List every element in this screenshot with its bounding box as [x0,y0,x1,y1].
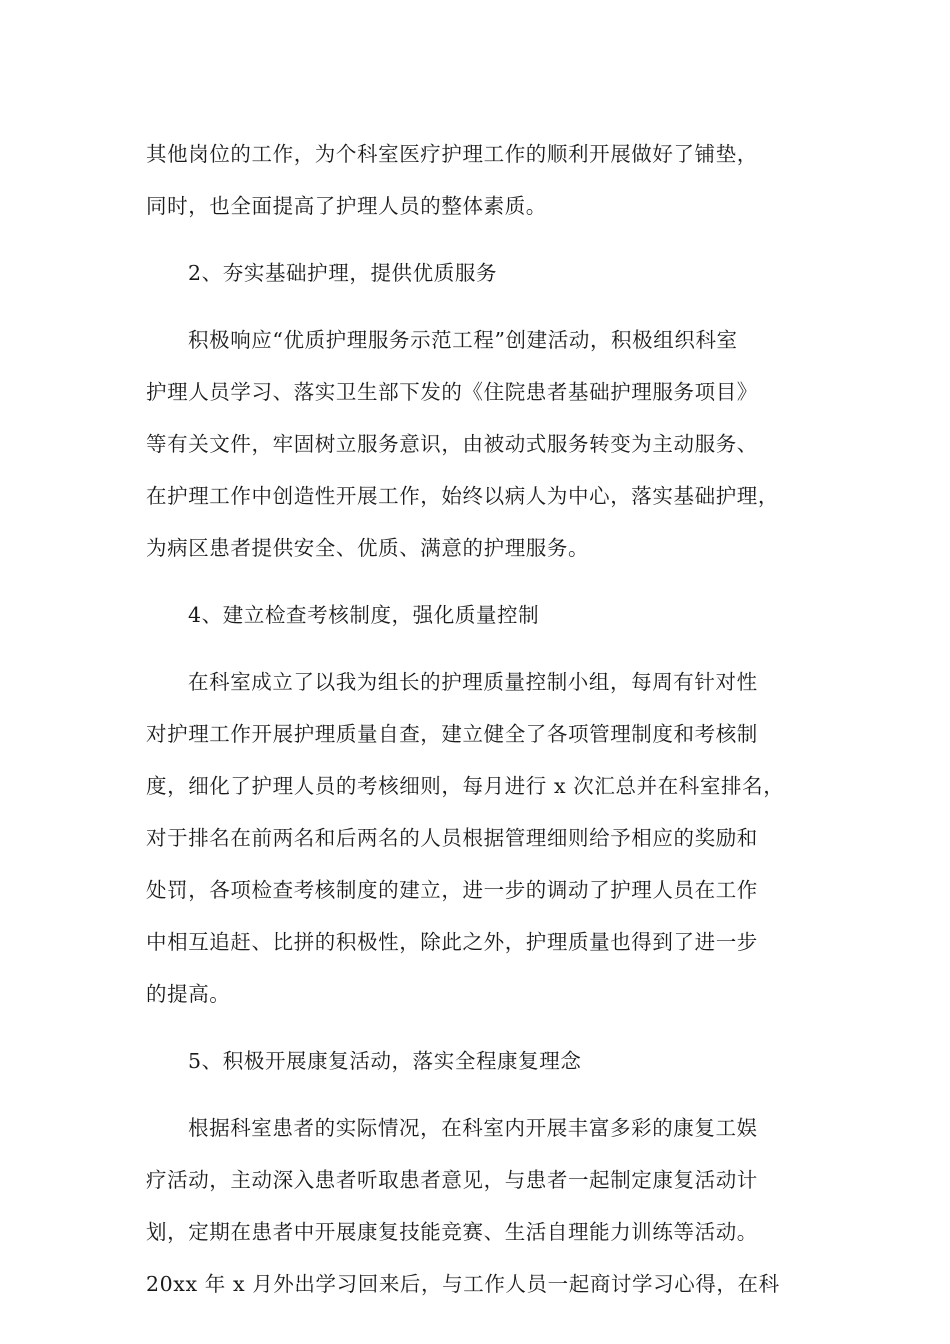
paragraph-line: 在科室成立了以我为组长的护理质量控制小组，每周有针对性 [188,670,758,694]
section-heading: 4、建立检查考核制度，强化质量控制 [188,603,540,627]
paragraph-line: 等有关文件，牢固树立服务意识，由被动式服务转变为主动服务、 [146,432,758,456]
document-body [146,128,808,1310]
paragraph-line: 度，细化了护理人员的考核细则，每月进行 x 次汇总并在科室排名， [146,774,785,798]
paragraph-line: 中相互追赶、比拼的积极性，除此之外，护理质量也得到了进一步 [146,930,758,954]
paragraph-line: 的提高。 [146,982,231,1006]
paragraph-line: 对护理工作开展护理质量自查，建立健全了各项管理制度和考核制 [146,722,758,746]
paragraph-line: 积极响应“优质护理服务示范工程”创建活动，积极组织科室 [188,328,738,352]
paragraph-line: 处罚，各项检查考核制度的建立，进一步的调动了护理人员在工作 [146,878,758,902]
paragraph-line: 护理人员学习、落实卫生部下发的《住院患者基础护理服务项目》 [146,380,758,404]
paragraph-line: 疗活动，主动深入患者听取患者意见，与患者一起制定康复活动计 [146,1168,758,1192]
paragraph-line: 划，定期在患者中开展康复技能竞赛、生活自理能力训练等活动。 [146,1220,758,1244]
paragraph-line: 20xx 年 x 月外出学习回来后，与工作人员一起商讨学习心得，在科 [146,1272,780,1296]
paragraph-line: 其他岗位的工作，为个科室医疗护理工作的顺利开展做好了铺垫， [146,142,758,166]
paragraph-line: 在护理工作中创造性开展工作，始终以病人为中心，落实基础护理， [146,484,779,508]
paragraph-line: 根据科室患者的实际情况，在科室内开展丰富多彩的康复工娱 [188,1116,758,1140]
paragraph-line: 对于排名在前两名和后两名的人员根据管理细则给予相应的奖励和 [146,826,758,850]
section-heading: 5、积极开展康复活动，落实全程康复理念 [188,1049,582,1073]
section-heading: 2、夯实基础护理，提供优质服务 [188,261,498,285]
paragraph-line: 同时，也全面提高了护理人员的整体素质。 [146,194,547,218]
paragraph-line: 为病区患者提供安全、优质、满意的护理服务。 [146,536,590,560]
